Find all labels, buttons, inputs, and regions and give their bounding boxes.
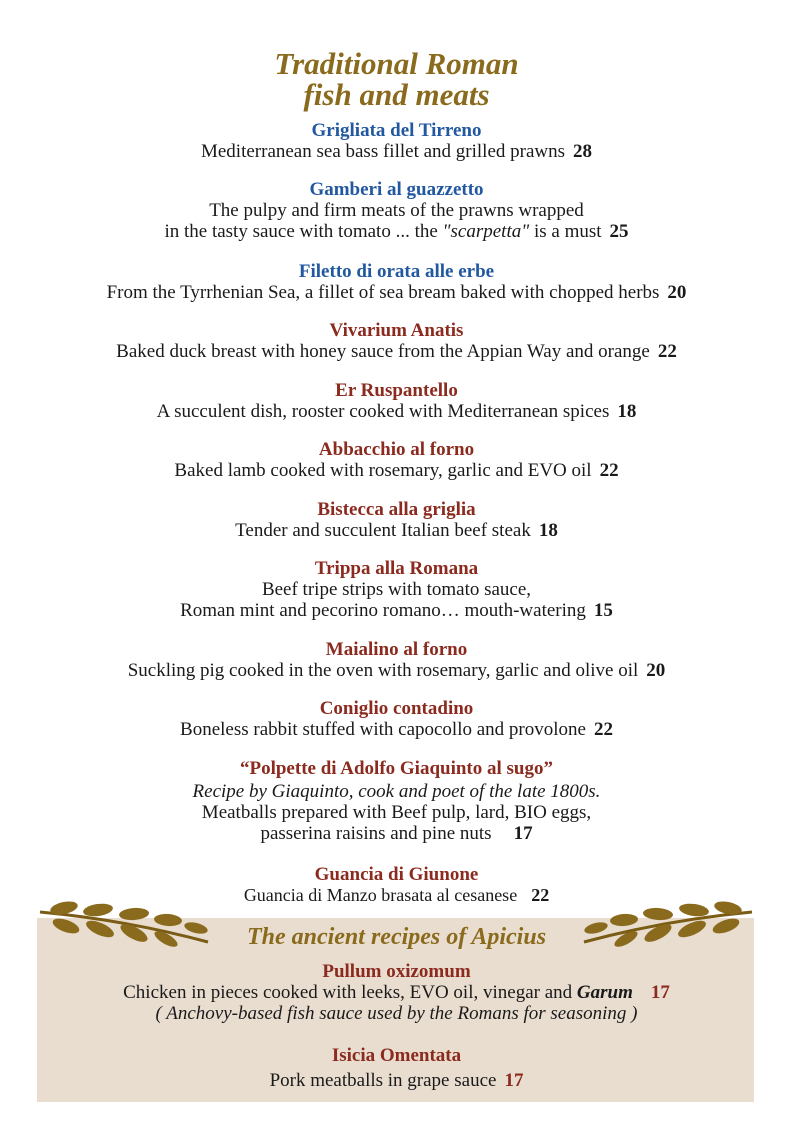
dish-name: Gamberi al guazzetto (309, 179, 484, 200)
page-title: Traditional Roman fish and meats (274, 46, 519, 112)
dish-orata (0, 261, 793, 320)
dish-description: Tender and succulent Italian beef steak (235, 520, 531, 541)
dish-price: 18 (617, 401, 637, 422)
dish-description-tail: is a must (529, 221, 602, 242)
dish-coniglio (0, 698, 793, 758)
dish-price: 17 (650, 982, 670, 1003)
dish-price: 22 (593, 719, 613, 740)
dish-price: 17 (504, 1070, 524, 1091)
dish-description: Pork meatballs in grape sauce (269, 1070, 497, 1091)
dish-price: 25 (609, 221, 629, 242)
dish-description: Boneless rabbit stuffed with capocollo and provolone (180, 719, 586, 740)
dish-ruspantello (0, 380, 793, 439)
dish-description: Mediterranean sea bass fillet and grilled prawns (200, 141, 566, 162)
dish-maialino (0, 639, 793, 698)
dish-name: Bistecca alla griglia (317, 499, 476, 520)
dish-name: Trippa alla Romana (314, 558, 479, 579)
dish-description: The pulpy and firm meats of the prawns wrapped (209, 200, 584, 221)
dish-price: 15 (593, 600, 613, 621)
dish-description: Chicken in pieces cooked with leeks, EVO oil, vinegar and (123, 982, 577, 1003)
dish-name: Filetto di orata alle erbe (298, 261, 495, 282)
dish-bistecca (0, 499, 793, 558)
dish-vivarium (0, 320, 793, 380)
dish-price: 20 (646, 660, 666, 681)
dish-description: Suckling pig cooked in the oven with rosemary, garlic and olive oil (127, 660, 639, 681)
dish-description: A succulent dish, rooster cooked with Mediterranean spices (156, 401, 610, 422)
dish-price: 22 (657, 341, 677, 362)
dish-description: Baked lamb cooked with rosemary, garlic and EVO oil (174, 460, 592, 481)
dish-name: Er Ruspantello (335, 380, 458, 401)
dish-description: Beef tripe strips with tomato sauce, (261, 579, 532, 600)
dish-description-cont: passerina raisins and pine nuts (260, 823, 492, 844)
dish-price: 28 (573, 141, 593, 162)
dish-grigliata (0, 120, 793, 179)
dish-price: 18 (538, 520, 558, 541)
dish-name: Isicia Omentata (331, 1045, 462, 1066)
dish-description-cont: Roman mint and pecorino romano… mouth-watering (180, 600, 586, 621)
dish-name: Pullum oxizomum (322, 961, 471, 982)
dish-name: Abbacchio al forno (318, 439, 475, 460)
dish-description: Meatballs prepared with Beef pulp, lard, BIO eggs, (201, 802, 592, 823)
apicius-items (0, 961, 793, 1091)
dish-pullum (0, 961, 793, 1045)
dish-name: “Polpette di Adolfo Giaquinto al sugo” (239, 758, 554, 779)
dish-price: 22 (531, 885, 550, 905)
dish-description-bold: Garum (576, 982, 633, 1003)
dish-abbacchio (0, 439, 793, 499)
dish-name: Grigliata del Tirreno (311, 120, 482, 141)
dish-name: Vivarium Anatis (329, 320, 464, 341)
dish-name: Guancia di Giunone (314, 864, 479, 885)
dish-note: ( Anchovy-based fish sauce used by the Romans for seasoning ) (155, 1003, 638, 1024)
dish-note-italic: Recipe by Giaquinto, cook and poet of the late 1800s. (192, 781, 601, 802)
dish-isicia (0, 1045, 793, 1091)
dish-description-italic: "scarpetta" (442, 221, 530, 242)
dish-trippa (0, 558, 793, 639)
dish-name: Maialino al forno (325, 639, 468, 660)
dish-price: 22 (599, 460, 619, 481)
dish-description-cont: in the tasty sauce with tomato ... the (164, 221, 443, 242)
dish-gamberi (0, 179, 793, 261)
dish-description: From the Tyrrhenian Sea, a fillet of sea bream baked with chopped herbs (106, 282, 660, 303)
menu-items (0, 120, 793, 906)
dish-price: 20 (667, 282, 687, 303)
apicius-title: The ancient recipes of Apicius (246, 924, 547, 950)
dish-price: 17 (513, 823, 533, 844)
dish-name: Coniglio contadino (319, 698, 474, 719)
dish-polpette (0, 758, 793, 864)
dish-description: Guancia di Manzo brasata al cesanese (243, 885, 518, 905)
dish-description: Baked duck breast with honey sauce from the Appian Way and orange (116, 341, 650, 362)
